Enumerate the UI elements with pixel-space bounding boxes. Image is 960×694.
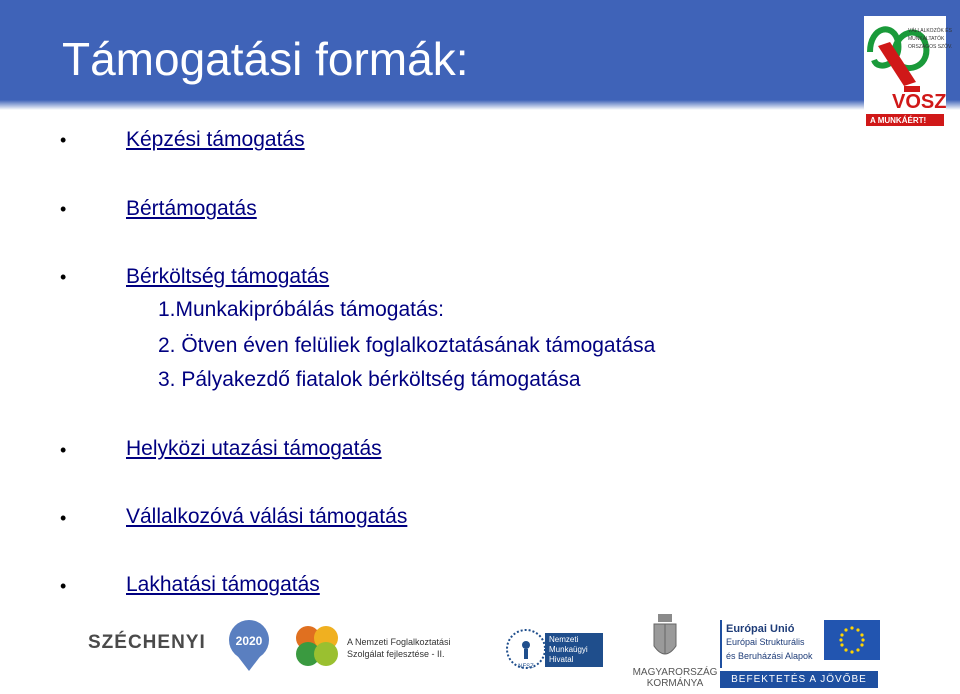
slide-title: Támogatási formák: bbox=[62, 33, 469, 85]
eu-line2: és Beruházási Alapok bbox=[726, 651, 813, 661]
vosz-slogan: A MUNKÁÉRT! bbox=[870, 116, 927, 125]
coat-of-arms-icon bbox=[650, 612, 680, 666]
sub-item: 3. Pályakezdő fiatalok bérköltség támogatása bbox=[158, 368, 581, 391]
eu-line1: Európai Strukturális bbox=[726, 637, 805, 647]
vosz-small-text: VÁLLALKOZÓK ÉS bbox=[908, 28, 952, 34]
nfsz-project-text: A Nemzeti Foglalkoztatási Szolgálat fejlesztése - II. bbox=[347, 637, 451, 659]
eu-divider bbox=[720, 620, 722, 668]
bullet-icon: • bbox=[60, 440, 67, 460]
list-item[interactable]: Helyközi utazási támogatás bbox=[126, 437, 382, 460]
government-text: MAGYARORSZÁG KORMÁNYA bbox=[632, 667, 718, 689]
eu-title: Európai Unió bbox=[726, 623, 795, 635]
vosz-text: VOSZ bbox=[892, 91, 947, 113]
puzzle-icon bbox=[294, 624, 340, 668]
list-item[interactable]: Lakhatási támogatás bbox=[126, 573, 320, 596]
bullet-icon: • bbox=[60, 576, 67, 596]
szechenyi-logo-text: SZÉCHENYI bbox=[88, 632, 206, 653]
nfsz-seal-icon bbox=[505, 628, 547, 670]
list-item[interactable]: Bérköltség támogatás bbox=[126, 265, 330, 288]
sub-item: 1.Munkakipróbálás támogatás: bbox=[158, 298, 444, 321]
svg-text:NFSZ: NFSZ bbox=[518, 664, 534, 670]
bullet-icon: • bbox=[60, 508, 67, 528]
list-item[interactable]: Vállalkozóvá válási támogatás bbox=[126, 505, 408, 528]
list-item[interactable]: Képzési támogatás bbox=[126, 128, 305, 151]
title-bar-fade bbox=[0, 100, 960, 110]
sub-item: 2. Ötven éven felüliek foglalkoztatásának támogatása bbox=[158, 334, 656, 357]
svg-text:2020: 2020 bbox=[235, 634, 263, 648]
vosz-logo bbox=[864, 16, 953, 128]
eu-flag-icon bbox=[824, 620, 880, 660]
svg-text:ORSZÁGOS SZÖV.: ORSZÁGOS SZÖV. bbox=[908, 44, 953, 50]
szechenyi-2020-icon bbox=[226, 618, 272, 672]
nfsz-box: Nemzeti Munkaügyi Hivatal bbox=[545, 633, 603, 667]
eu-band: BEFEKTETÉS A JÖVŐBE bbox=[720, 671, 878, 688]
bullet-icon: • bbox=[60, 267, 67, 287]
bullet-icon: • bbox=[60, 130, 67, 150]
bullet-icon: • bbox=[60, 199, 67, 219]
svg-text:MUNKÁLTATÓK: MUNKÁLTATÓK bbox=[908, 36, 945, 42]
list-item[interactable]: Bértámogatás bbox=[126, 197, 257, 220]
